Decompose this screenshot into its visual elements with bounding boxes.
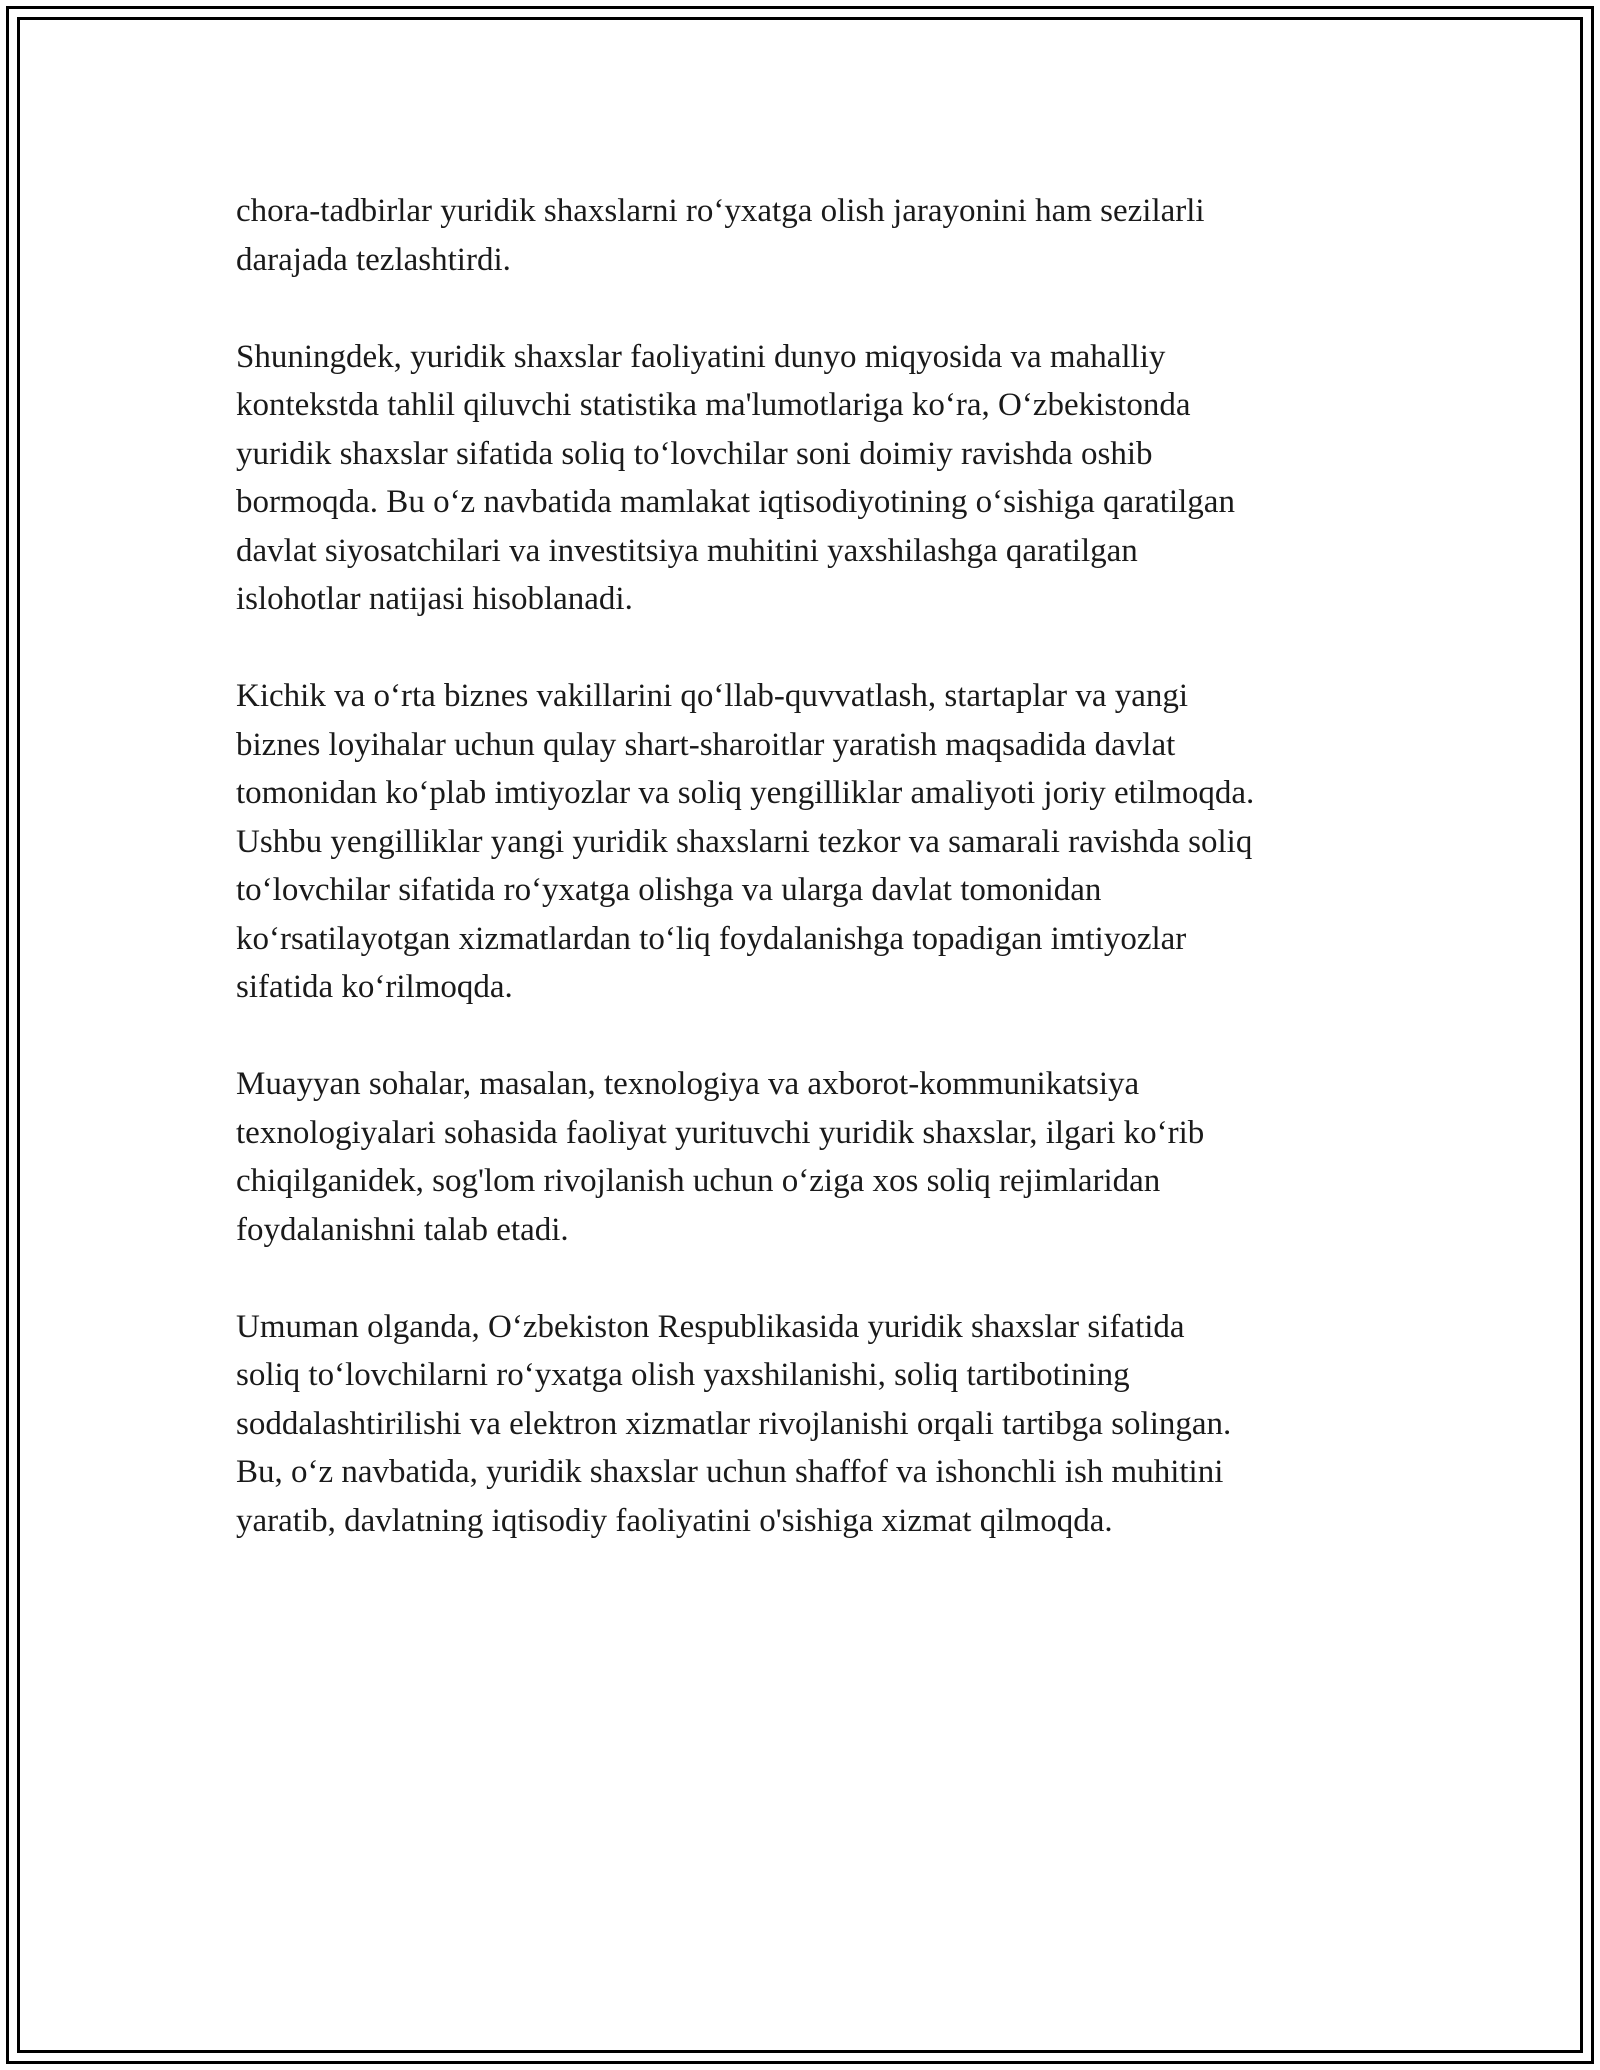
text-line: Bu, o‘z navbatida, yuridik shaxslar uchun shaffof va ishonchli ish muhitini <box>236 1454 1224 1490</box>
text-line: Shuningdek, yuridik shaxslar faoliyatini dunyo miqyosida va mahalliy <box>236 338 1166 375</box>
paragraph-3 <box>236 672 1386 1012</box>
text-line: texnologiyalari sohasida faoliyat yurituvchi yuridik shaxslar, ilgari ko‘rib <box>236 1114 1205 1151</box>
document-body <box>236 187 1386 1594</box>
text-line: islohotlar natijasi hisoblanadi. <box>236 581 633 617</box>
text-line: soliq to‘lovchilarni ro‘yxatga olish yaxshilanishi, soliq tartibotining <box>236 1357 1130 1393</box>
text-line: sifatida ko‘rilmoqda. <box>236 969 513 1005</box>
paragraph-2 <box>236 333 1386 624</box>
text-line: ko‘rsatilayotgan xizmatlardan to‘liq foydalanishga topadigan imtiyozlar <box>236 920 1187 957</box>
text-line: Muayyan sohalar, masalan, texnologiya va axborot-kommunikatsiya <box>236 1066 1140 1102</box>
paragraph-5 <box>236 1303 1386 1546</box>
text-line: bormoqda. Bu o‘z navbatida mamlakat iqtisodiyotining o‘sishiga qaratilgan <box>236 484 1235 520</box>
text-line: chiqilganidek, sog'lom rivojlanish uchun o‘ziga xos soliq rejimlaridan <box>236 1163 1161 1199</box>
text-line: kontekstda tahlil qiluvchi statistika ma'lumotlariga ko‘ra, O‘zbekistonda <box>236 387 1191 423</box>
text-line: darajada tezlashtirdi. <box>236 241 511 278</box>
text-line: yuridik shaxslar sifatida soliq to‘lovchilar soni doimiy ravishda oshib <box>236 435 1153 472</box>
text-line: Kichik va o‘rta biznes vakillarini qo‘llab-quvvatlash, startaplar va yangi <box>236 678 1189 714</box>
text-line: to‘lovchilar sifatida ro‘yxatga olishga va ularga davlat tomonidan <box>236 872 1102 908</box>
paragraph-1 <box>236 187 1386 284</box>
text-line: Umuman olganda, O‘zbekiston Respublikasida yuridik shaxslar sifatida <box>236 1308 1185 1345</box>
text-line: Ushbu yengilliklar yangi yuridik shaxslarni tezkor va samarali ravishda soliq <box>236 823 1253 860</box>
text-line: foydalanishni talab etadi. <box>236 1211 569 1248</box>
text-line: biznes loyihalar uchun qulay shart-sharoitlar yaratish maqsadida davlat <box>236 726 1176 763</box>
text-line: davlat siyosatchilari va investitsiya muhitini yaxshilashga qaratilgan <box>236 532 1138 569</box>
text-line: chora-tadbirlar yuridik shaxslarni ro‘yxatga olish jarayonini ham sezilarli <box>236 193 1205 229</box>
paragraph-4 <box>236 1060 1386 1254</box>
text-line: yaratib, davlatning iqtisodiy faoliyatini o'sishiga xizmat qilmoqda. <box>236 1502 1113 1539</box>
text-line: tomonidan ko‘plab imtiyozlar va soliq yengilliklar amaliyoti joriy etilmoqda. <box>236 775 1255 811</box>
text-line: soddalashtirilishi va elektron xizmatlar rivojlanishi orqali tartibga solingan. <box>236 1405 1232 1442</box>
